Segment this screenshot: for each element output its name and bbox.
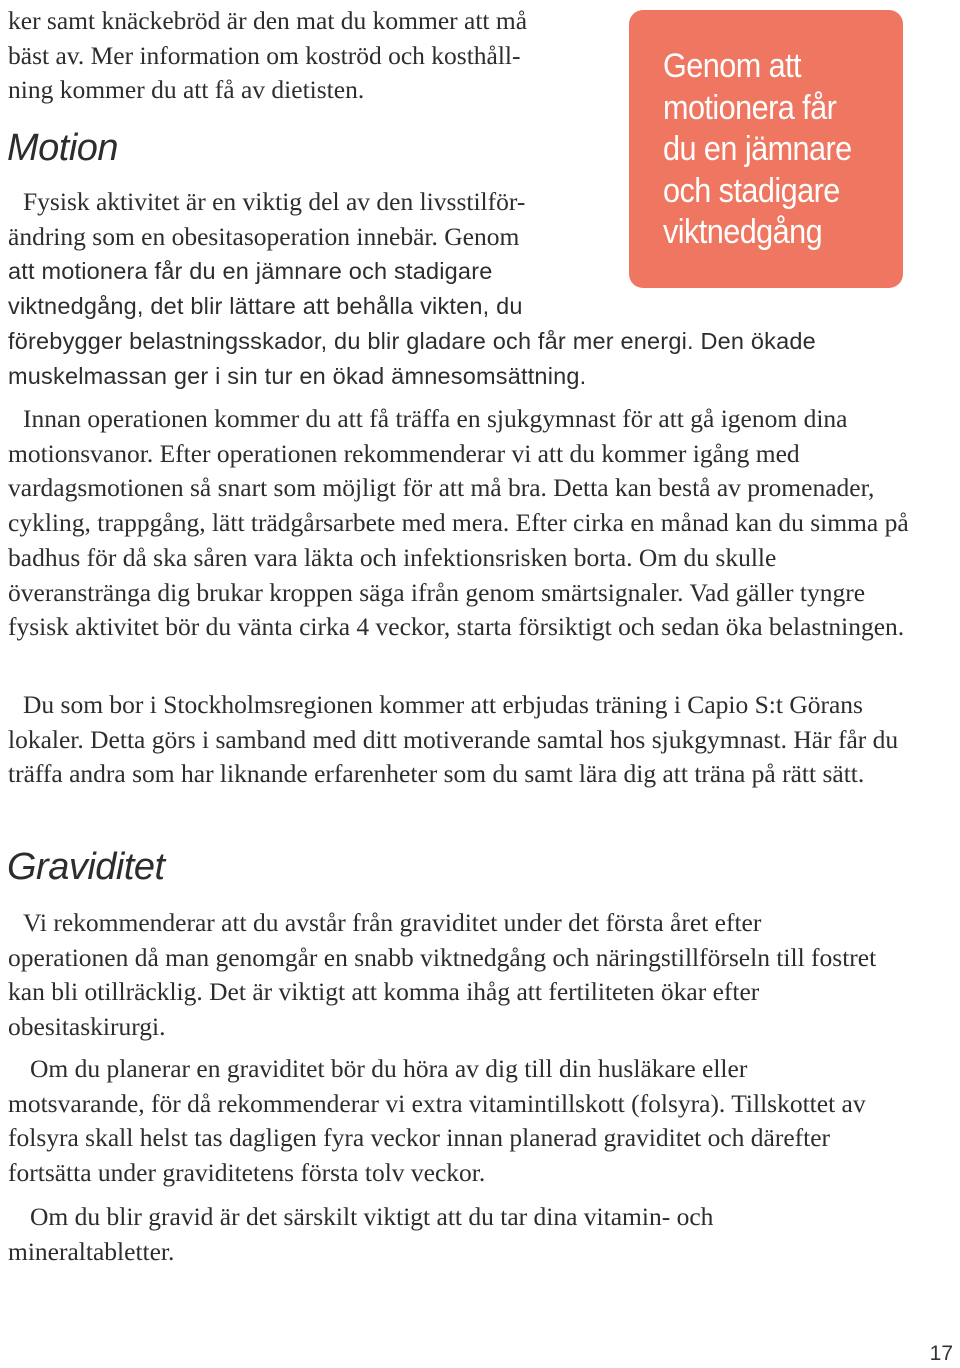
motion-paragraph-1 [8, 185, 908, 393]
motion-paragraph-3: Du som bor i Stockholmsregionen kommer att erbjudas träning i Capio S:t Görans lokaler. Detta görs i samband med ditt motiverande samtal hos sjukgymnast. Här får du träffa andra som har liknande erfarenheter som du samt lära dig att träna på rätt sätt. [8, 690, 899, 789]
graviditet-paragraph-3: Om du blir gravid är det särskilt viktigt att du tar dina vitamin- och mineraltabletter. [8, 1202, 714, 1266]
intro-paragraph [8, 4, 618, 108]
intro-line: bäst av. Mer information om koströd och kosthåll- [8, 40, 521, 70]
paragraph-line: viktnedgång, det blir lättare att behålla vikten, du [8, 293, 523, 320]
intro-line: ker samt knäckebröd är den mat du kommer att må [8, 6, 528, 35]
pull-quote-line: du en jämnare [663, 130, 852, 168]
pull-quote-line: motionera får [663, 88, 837, 127]
pull-quote-line: och stadigare [663, 171, 840, 210]
paragraph-line: ändring som en obesitasoperation innebär. Genom [8, 221, 520, 251]
pull-quote-line: Genom att [663, 47, 802, 85]
paragraph-line: förebygger belastningsskador, du blir gladare och får mer energi. Den ökade [8, 327, 816, 354]
page-number: 17 [929, 1342, 953, 1365]
motion-paragraph-2: Innan operationen kommer du att få träffa en sjukgymnast för att gå igenom dina motionsvanor. Efter operationen rekommenderar vi att du kommer igång med vardagsmotionen så snart som möjligt för att må bra. Detta kan bestå av promenader, cykling, trappgång, lätt trädgårsarbete med mera. Efter cirka en månad kan du simma på badhus för då ska såren vara läkta och infektionsrisken borta. Om du skulle överanstränga dig brukar kroppen säga ifrån genom smärtsignaler. Vad gäller tyngre fysisk aktivitet bör du vänta cirka 4 veckor, starta försiktigt och sedan öka belastningen. [8, 404, 909, 642]
graviditet-paragraph-1: Vi rekommenderar att du avstår från graviditet under det första året efter operationen då man genomgår en snabb viktnedgång och näringstillförseln till fostret kan bli otillräcklig. Det är viktigt att komma ihåg att fertiliteten ökar efter obesitaskirurgi. [8, 908, 877, 1042]
paragraph-line: Fysisk aktivitet är en viktig del av den livsstilför- [23, 187, 526, 216]
motion-heading: Motion [7, 127, 119, 169]
graviditet-heading: Graviditet [7, 846, 165, 888]
intro-line: ning kommer du att få av dietisten. [8, 75, 365, 105]
paragraph-line: muskelmassan ger i sin tur en ökad ämnesomsättning. [8, 362, 587, 389]
pull-quote-line: viktnedgång [663, 213, 823, 251]
paragraph-line: att motionera får du en jämnare och stadigare [8, 258, 493, 285]
graviditet-paragraph-2: Om du planerar en graviditet bör du höra av dig till din husläkare eller motsvarande, för då rekommenderar vi extra vitamintillskott (folsyra). Tillskottet av folsyra skall helst tas dagligen fyra veckor innan planerad graviditet och därefter fortsätta under graviditetens första tolv veckor. [8, 1054, 866, 1188]
